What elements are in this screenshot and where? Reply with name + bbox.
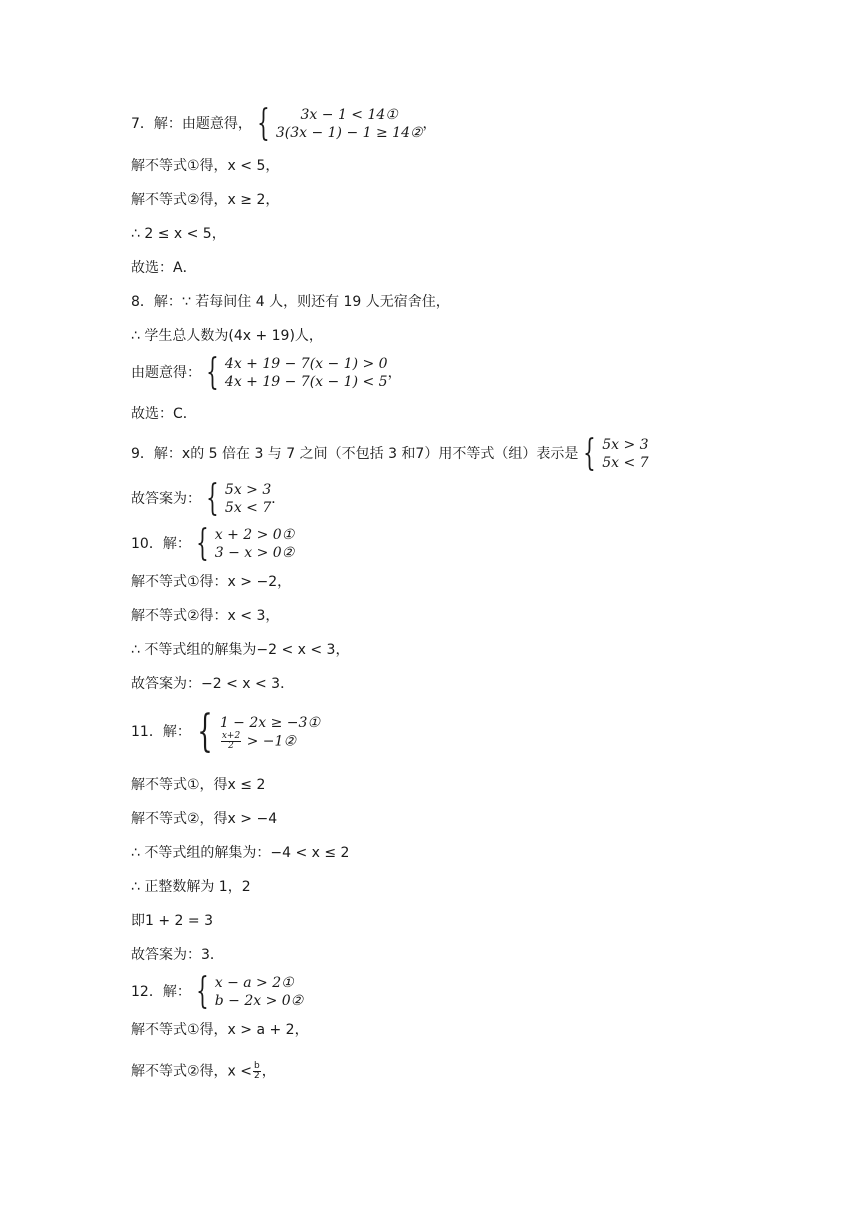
- p12-intro: 12．解：: [131, 984, 191, 1000]
- p8-eq2: 4x + 19 − 7(x − 1) < 5: [224, 374, 388, 390]
- brace-icon: {: [197, 706, 213, 757]
- p8-line-1: 8．解：∵ 若每间住 4 人，则还有 19 人无宿舍住，: [131, 294, 450, 310]
- p9-answer-eq1: 5x > 3: [224, 482, 272, 498]
- brace-icon: {: [206, 352, 219, 393]
- p11-line-5: 即1 + 2 = 3: [131, 913, 213, 929]
- p8-tail: ，: [387, 365, 402, 381]
- p10-line-1: 解不等式①得：x > −2，: [131, 574, 292, 590]
- p11-eq1: 1 − 2x ≥ −3①: [219, 714, 320, 731]
- p7-system-line: [131, 103, 437, 144]
- brace-icon: {: [195, 971, 209, 1012]
- p8-system: [201, 352, 388, 393]
- p9-answer-line: [131, 478, 286, 519]
- brace-icon: {: [206, 478, 219, 519]
- p12-system: [191, 971, 304, 1012]
- brace-icon: {: [257, 103, 270, 144]
- p8-eq1: 4x + 19 − 7(x − 1) > 0: [224, 356, 388, 372]
- p12-system-line: [131, 971, 304, 1012]
- p9-eq2: 5x < 7: [602, 455, 649, 471]
- p9-answer-eq2: 5x < 7: [224, 500, 272, 516]
- p11-line-1: 解不等式①，得x ≤ 2: [131, 777, 266, 793]
- p11-frac-num: x+2: [221, 730, 241, 741]
- p11-system: [191, 706, 320, 757]
- p7-line-4: 故选：A．: [131, 260, 197, 276]
- p11-intro: 11．解：: [131, 724, 191, 740]
- p9-system: [578, 433, 649, 474]
- p10-line-4: 故答案为：−2 < x < 3．: [131, 676, 295, 692]
- p10-system: [191, 523, 295, 564]
- p11-line-6: 故答案为：3．: [131, 947, 224, 963]
- p9-answer-intro: 故答案为：: [131, 491, 201, 507]
- p8-line-3: 故选：C．: [131, 406, 197, 422]
- p7-intro: 7．解：由题意得，: [131, 116, 252, 132]
- p11-line-4: ∴ 正整数解为 1，2: [131, 879, 251, 895]
- p9-system-line: [131, 433, 649, 474]
- p11-fraction: [221, 732, 241, 751]
- p12-line-2: [131, 1062, 276, 1081]
- p12-fraction: [253, 1062, 261, 1081]
- p11-frac-den: 2: [228, 740, 234, 751]
- p12-frac-num: b: [254, 1061, 260, 1071]
- p7-eq2: 3(3x − 1) − 1 ≥ 14②: [275, 125, 423, 141]
- p7-line-2: 解不等式②得，x ≥ 2，: [131, 192, 280, 208]
- p10-intro: 10．解：: [131, 536, 191, 552]
- p10-line-3: ∴ 不等式组的解集为−2 < x < 3，: [131, 642, 350, 658]
- p11-line-2: 解不等式②，得x > −4: [131, 811, 278, 827]
- p9-eq1: 5x > 3: [602, 437, 649, 453]
- p8-system-line: [131, 352, 402, 393]
- brace-icon: {: [195, 523, 209, 564]
- p12-frac-den: 2: [254, 1071, 260, 1081]
- p9-intro: 9．解：x的 5 倍在 3 与 7 之间（不包括 3 和7）用不等式（组）表示是: [131, 446, 579, 462]
- p7-line-1: 解不等式①得，x < 5，: [131, 158, 280, 174]
- p12-eq2: b − 2x > 0②: [214, 993, 304, 1009]
- p10-eq2: 3 − x > 0②: [214, 545, 295, 561]
- p7-system: [252, 103, 423, 144]
- p9-answer-tail: ．: [271, 491, 286, 507]
- p9-answer-system: [201, 478, 272, 519]
- p12-eq1: x − a > 2①: [214, 975, 294, 991]
- p11-line-3: ∴ 不等式组的解集为：−4 < x ≤ 2: [131, 845, 350, 861]
- p12-line-2-b: ，: [261, 1063, 276, 1080]
- p10-line-2: 解不等式②得：x < 3，: [131, 608, 280, 624]
- p8-intro: 由题意得：: [131, 365, 201, 381]
- p10-eq1: x + 2 > 0①: [214, 527, 295, 543]
- p11-eq2-rest: > −1②: [246, 733, 296, 749]
- p10-system-line: [131, 523, 295, 564]
- p11-system-line: [131, 706, 320, 757]
- brace-icon: {: [583, 433, 597, 474]
- p12-line-1: 解不等式①得，x > a + 2，: [131, 1022, 309, 1038]
- p12-line-2-a: 解不等式②得，x <: [131, 1063, 253, 1080]
- p7-eq1: 3x − 1 < 14①: [300, 107, 398, 123]
- p7-line-3: ∴ 2 ≤ x < 5，: [131, 226, 226, 242]
- p11-eq2: [220, 732, 320, 751]
- p8-line-2: ∴ 学生总人数为(4x + 19)人，: [131, 328, 323, 344]
- p7-tail: ，: [422, 116, 437, 132]
